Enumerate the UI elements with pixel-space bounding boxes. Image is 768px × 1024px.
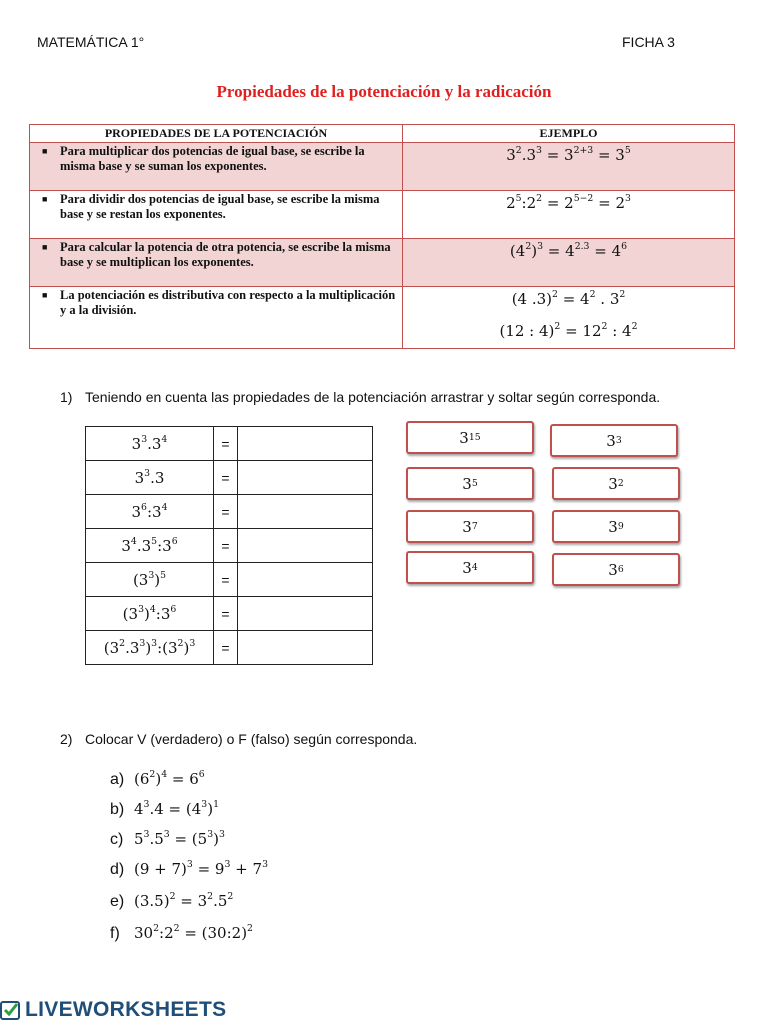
bullet-icon: ■ (42, 146, 48, 156)
question-2-text: Colocar V (verdadero) o F (falso) según corresponda. (85, 731, 418, 747)
liveworksheets-logo (0, 996, 226, 1024)
question-2-number: 2) (60, 731, 73, 747)
equals-sign: = (214, 461, 238, 495)
statement-label: a) (110, 771, 125, 788)
example-header: EJEMPLO (403, 125, 735, 143)
expression-cell: $(3^3)^5$ (86, 563, 214, 597)
expression-cell: $3^3.3^4$ (86, 427, 214, 461)
statement-label: c) (110, 831, 124, 848)
statement-expression: $(6^2)^4 = 6^6$ (134, 769, 205, 788)
equals-sign: = (214, 631, 238, 665)
property-description: ■ La potenciación es distributiva con respecto a la multiplicación y a la división. (30, 287, 403, 349)
statement-f[interactable] (110, 924, 253, 943)
equals-sign: = (214, 529, 238, 563)
statement-expression: $(3.5)^2 = 3^2.5^2$ (134, 891, 234, 910)
drag-chip[interactable]: 3 15 (406, 421, 534, 454)
logo-icon (0, 999, 22, 1021)
statement-label: e) (110, 893, 125, 910)
worksheet-number: FICHA 3 (622, 34, 675, 50)
statement-label: d) (110, 861, 125, 878)
drop-zone[interactable] (238, 427, 373, 461)
property-description: ■ Para calcular la potencia de otra potencia, se escribe la misma base y se multiplican los exponentes. (30, 239, 403, 287)
subject-label: MATEMÁTICA 1° (37, 34, 145, 50)
statement-b[interactable] (110, 800, 219, 819)
bullet-icon: ■ (42, 290, 48, 300)
equals-sign: = (214, 597, 238, 631)
bullet-icon: ■ (42, 242, 48, 252)
statement-expression: $(9 + 7)^3 = 9^3 + 7^3$ (134, 859, 268, 878)
drag-chip[interactable]: 3 2 (552, 467, 680, 500)
drag-chip[interactable]: 3 5 (406, 467, 534, 500)
property-example: $3^2.3^3 = 3^{2+3} = 3^5$ (403, 143, 735, 191)
brand-name: LIVEWORKSHEETS (25, 998, 227, 1021)
drop-zone[interactable] (238, 563, 373, 597)
drag-chip[interactable]: 3 9 (552, 510, 680, 543)
property-description: ■ Para multiplicar dos potencias de igual base, se escribe la misma base y se suman los exponentes. (30, 143, 403, 191)
expression-cell: $(3^2.3^3)^3:(3^2)^3$ (86, 631, 214, 665)
drop-zone[interactable] (238, 461, 373, 495)
properties-header: PROPIEDADES DE LA POTENCIACIÓN (30, 125, 403, 143)
equals-sign: = (214, 495, 238, 529)
statement-e[interactable] (110, 892, 233, 911)
property-description: ■ Para dividir dos potencias de igual base, se escribe la misma base y se restan los exponentes. (30, 191, 403, 239)
statement-expression: $5^3.5^3 = (5^3)^3$ (134, 829, 225, 848)
drop-zone[interactable] (238, 597, 373, 631)
expression-cell: $3^6:3^4$ (86, 495, 214, 529)
statement-expression: $4^3.4 = (4^3)^1$ (134, 799, 219, 818)
question-1-text: Teniendo en cuenta las propiedades de la potenciación arrastrar y soltar según corresponda. (85, 389, 661, 405)
drop-table (85, 426, 373, 665)
drop-zone[interactable] (238, 631, 373, 665)
drag-chip[interactable]: 3 3 (550, 424, 678, 457)
question-1-number: 1) (60, 389, 73, 405)
page-title: Propiedades de la potenciación y la radicación (216, 82, 552, 101)
equals-sign: = (214, 427, 238, 461)
drag-chip[interactable]: 3 6 (552, 553, 680, 586)
property-example: (4 $.3)^2 = 4^2$ . $3^2$ (12 : $4)^2 = 12^2$ : $4^2$ (403, 287, 735, 349)
drag-chip[interactable]: 3 7 (406, 510, 534, 543)
drag-chip[interactable]: 3 4 (406, 551, 534, 584)
statement-expression: $30^2:2^2$ = (30:2)$^2$ (134, 923, 253, 942)
bullet-icon: ■ (42, 194, 48, 204)
statement-a[interactable] (110, 770, 205, 789)
statement-label: f) (110, 925, 120, 942)
statement-d[interactable] (110, 860, 268, 879)
property-example: $(4^2)^3 = 4^{2.3} = 4^6$ (403, 239, 735, 287)
properties-table (29, 124, 735, 349)
statement-label: b) (110, 801, 125, 818)
property-example: $2^5:2^2 = 2^{5-2} = 2^3$ (403, 191, 735, 239)
expression-cell: $3^3.3$ (86, 461, 214, 495)
drop-zone[interactable] (238, 529, 373, 563)
expression-cell: $3^4.3^5:3^6$ (86, 529, 214, 563)
expression-cell: $(3^3)^4:3^6$ (86, 597, 214, 631)
drop-zone[interactable] (238, 495, 373, 529)
statement-c[interactable] (110, 830, 225, 849)
equals-sign: = (214, 563, 238, 597)
